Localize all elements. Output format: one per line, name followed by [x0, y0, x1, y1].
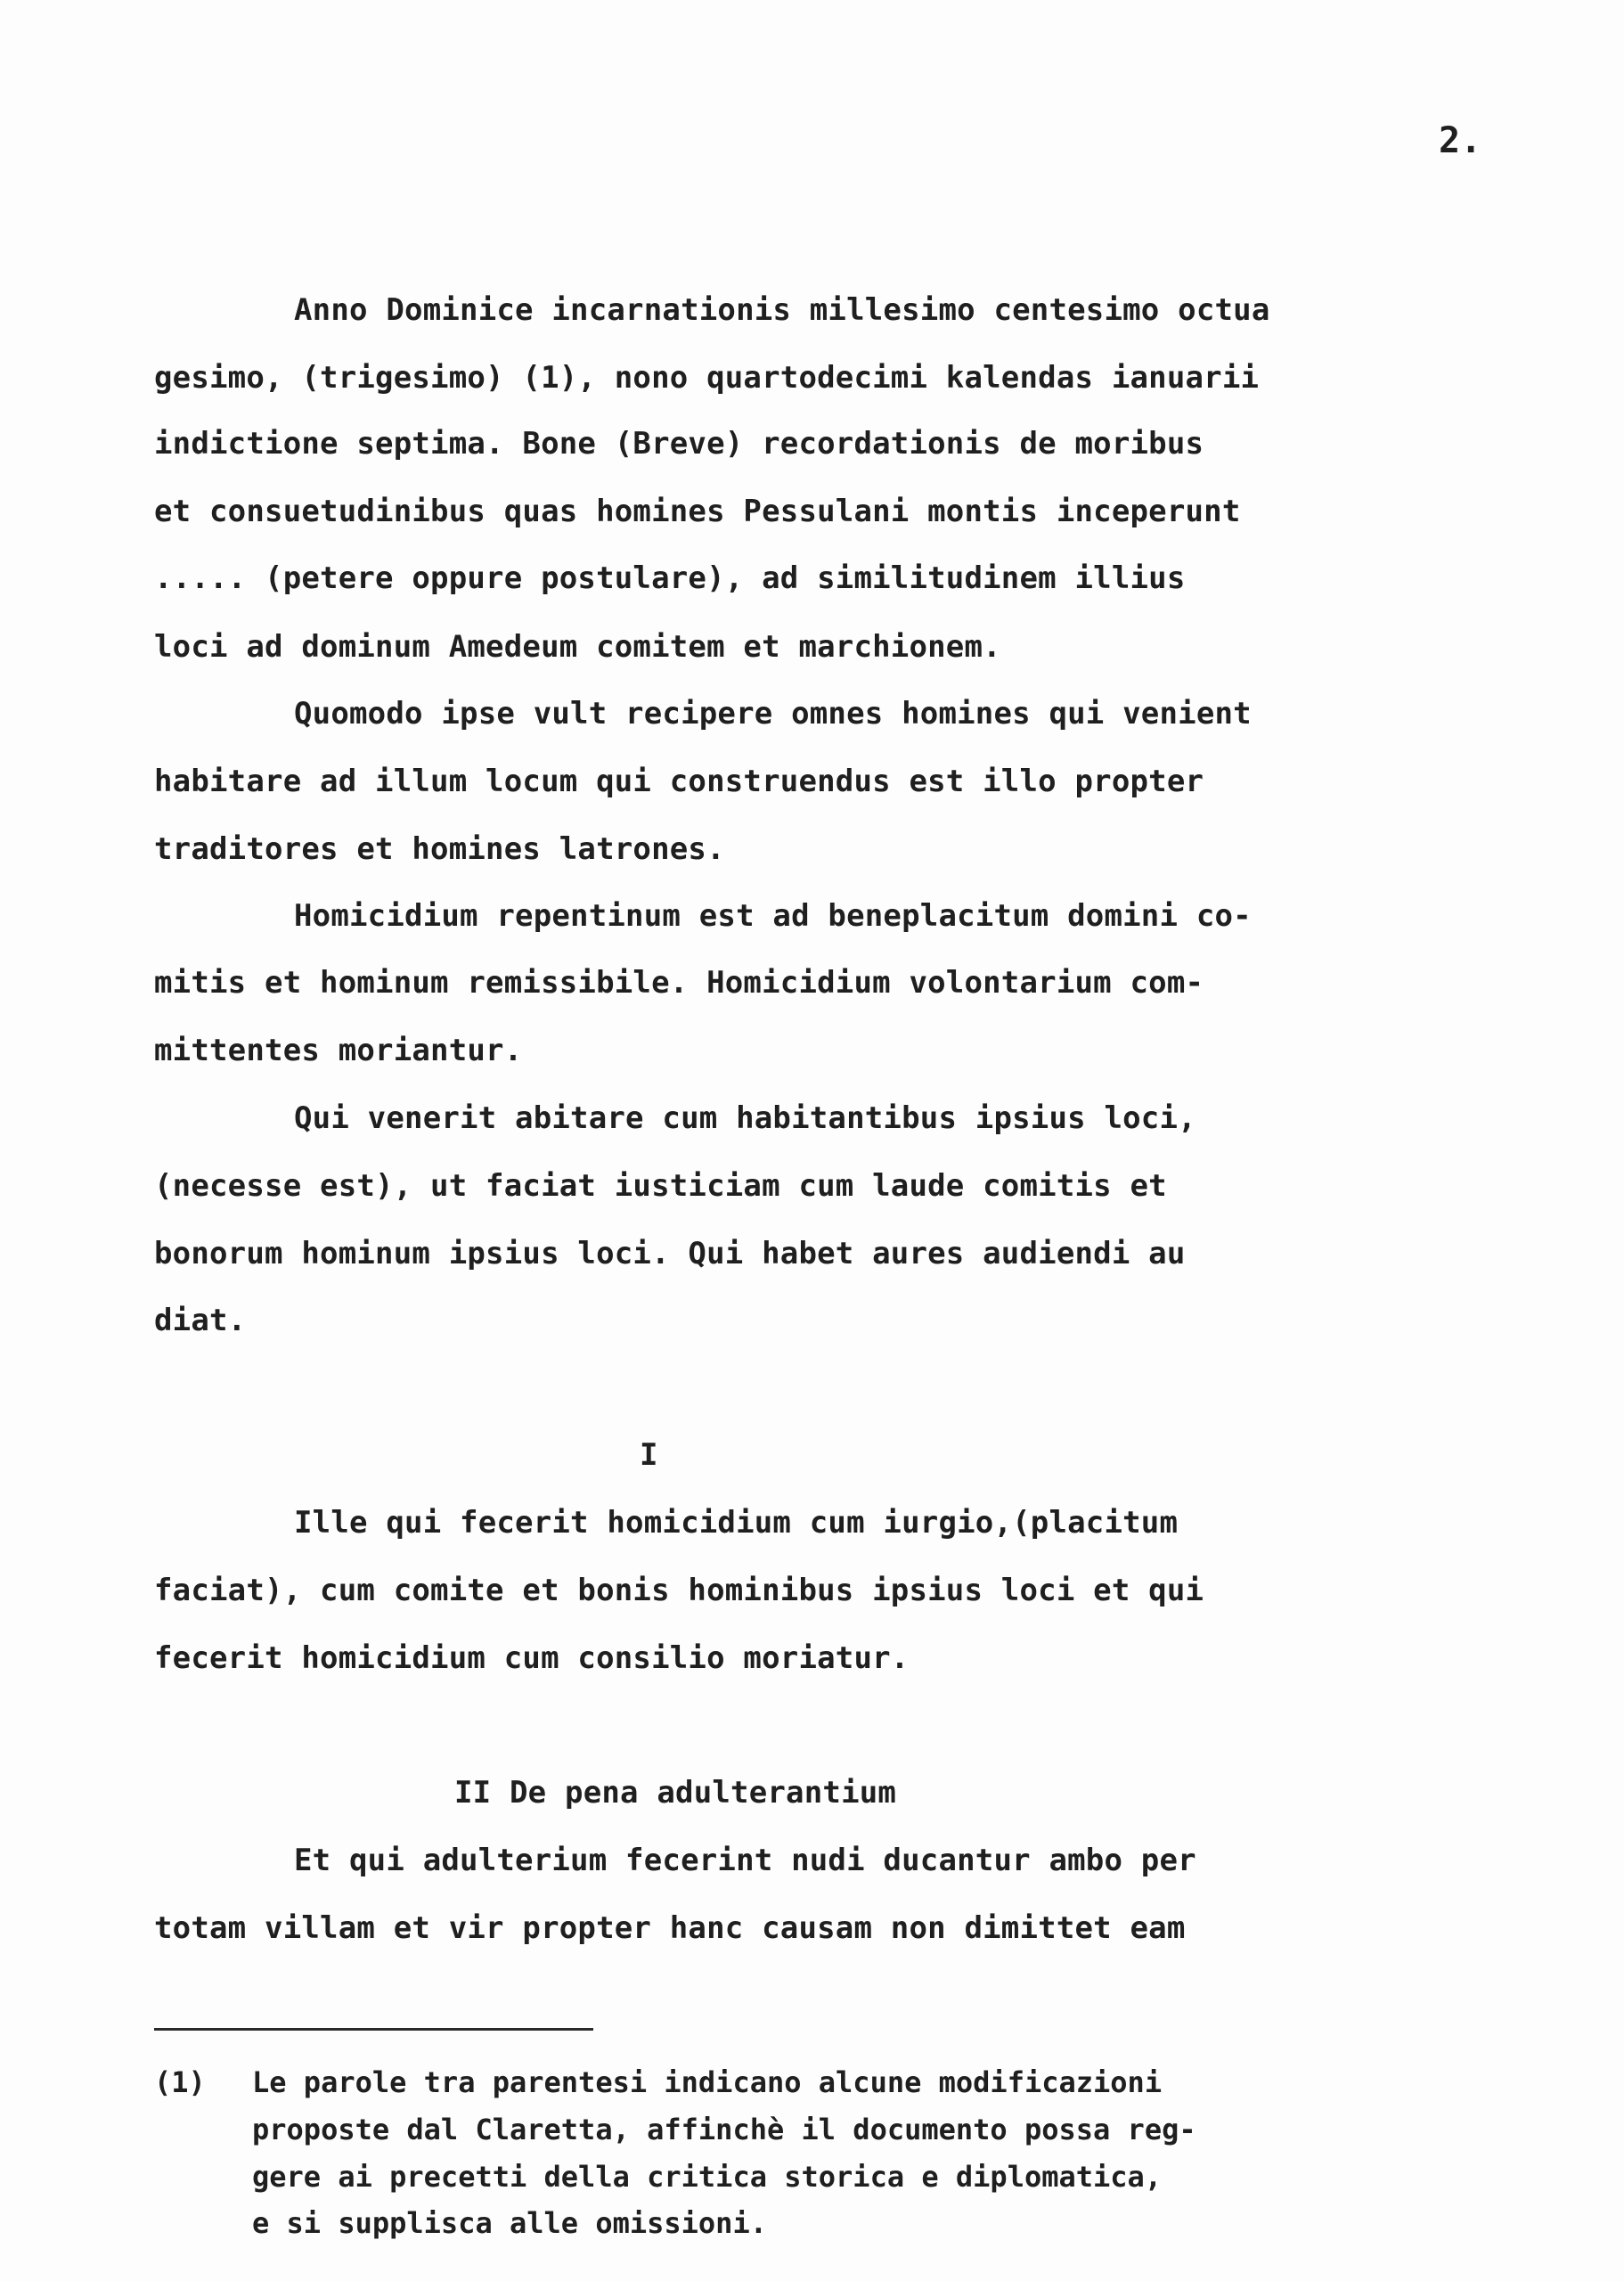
text-line: Et qui adulterium fecerint nudi ducantur ambo per [294, 1843, 1196, 1878]
text-line: indictione septima. Bone (Breve) recordationis de moribus [154, 426, 1204, 462]
footnote-line: e si supplisca alle omissioni. [252, 2206, 767, 2240]
text-line: (necesse est), ut faciat iusticiam cum laude comitis et [154, 1168, 1167, 1204]
section-heading: I [640, 1437, 658, 1473]
footnote-line: gere ai precetti della critica storica e diplomatica, [252, 2160, 1163, 2194]
text-line: gesimo, (trigesimo) (1), nono quartodecimi kalendas ianuarii [154, 360, 1260, 396]
text-line: diat. [154, 1303, 247, 1338]
text-line: Qui venerit abitare cum habitantibus ipsius loci, [294, 1100, 1196, 1136]
footnote-line: proposte dal Claretta, affinchè il documento possa reg- [252, 2113, 1196, 2146]
text-line: totam villam et vir propter hanc causam non dimittet eam [154, 1910, 1186, 1946]
text-line: traditores et homines latrones. [154, 831, 725, 867]
text-line: Quomodo ipse vult recipere omnes homines qui venient [294, 696, 1252, 732]
text-line: Homicidium repentinum est ad beneplacitum domini co- [294, 898, 1252, 934]
section-heading: II De pena adulterantium [454, 1775, 897, 1811]
text-line: Anno Dominice incarnationis millesimo centesimo octua [294, 292, 1270, 328]
footnote-divider [154, 2028, 593, 2031]
text-line: mitis et hominum remissibile. Homicidium volontarium com- [154, 965, 1204, 1001]
text-line: bonorum hominum ipsius loci. Qui habet aures audiendi au [154, 1236, 1186, 1271]
text-line: loci ad dominum Amedeum comitem et marchionem. [154, 629, 1001, 665]
footnote-marker: (1) [154, 2065, 206, 2099]
page-number: 2. [1439, 120, 1482, 161]
text-line: et consuetudinibus quas homines Pessulani montis inceperunt [154, 494, 1241, 529]
text-line: mittentes moriantur. [154, 1033, 523, 1068]
text-line: ..... (petere oppure postulare), ad similitudinem illius [154, 560, 1186, 596]
text-line: Ille qui fecerit homicidium cum iurgio,(placitum [294, 1505, 1179, 1541]
text-line: faciat), cum comite et bonis hominibus ipsius loci et qui [154, 1573, 1204, 1608]
text-line: habitare ad illum locum qui construendus est illo propter [154, 764, 1204, 799]
text-line: fecerit homicidium cum consilio moriatur. [154, 1640, 910, 1676]
footnote-line: Le parole tra parentesi indicano alcune modificazioni [252, 2065, 1163, 2099]
